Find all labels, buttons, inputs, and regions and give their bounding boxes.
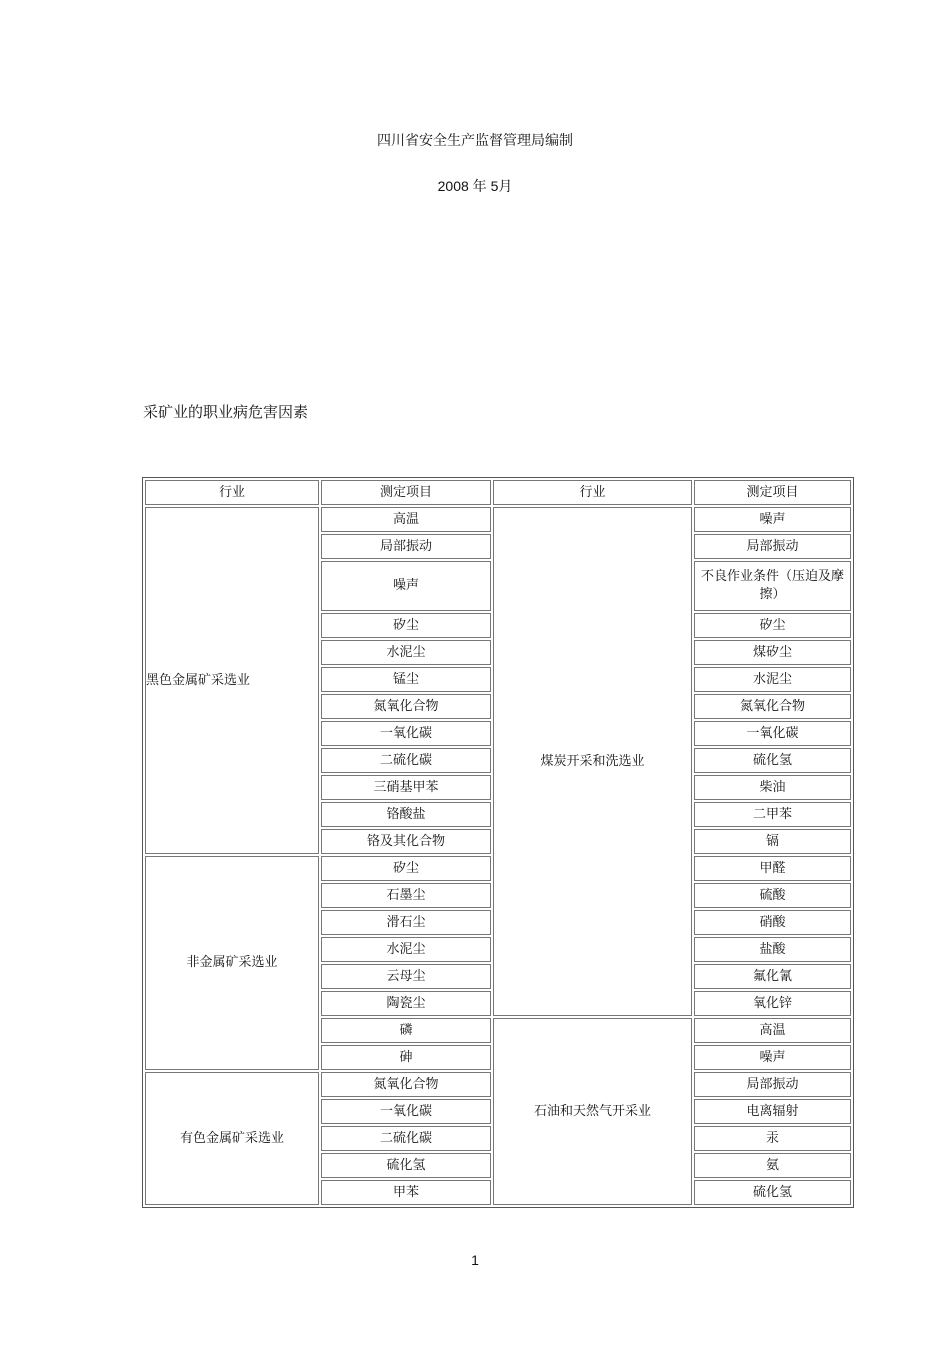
item-cell: 矽尘 bbox=[321, 856, 491, 881]
item-cell: 盐酸 bbox=[694, 937, 851, 962]
item-cell: 硫酸 bbox=[694, 883, 851, 908]
item-cell: 矽尘 bbox=[321, 613, 491, 638]
table-row bbox=[145, 507, 851, 532]
item-cell: 一氧化碳 bbox=[321, 1099, 491, 1124]
item-cell: 铬及其化合物 bbox=[321, 829, 491, 854]
item-cell: 一氧化碳 bbox=[694, 721, 851, 746]
page-number: 1 bbox=[471, 1252, 479, 1268]
item-cell: 硫化氢 bbox=[321, 1153, 491, 1178]
section-title: 采矿业的职业病危害因素 bbox=[143, 403, 309, 421]
item-cell: 氧化锌 bbox=[694, 991, 851, 1016]
item-cell: 石墨尘 bbox=[321, 883, 491, 908]
item-cell: 氮氧化合物 bbox=[321, 694, 491, 719]
date-line: 2008 年 5月 bbox=[437, 178, 513, 194]
industry-cell: 有色金属矿采选业 bbox=[145, 1072, 319, 1205]
item-cell: 锰尘 bbox=[321, 667, 491, 692]
item-cell: 氨 bbox=[694, 1153, 851, 1178]
item-cell: 局部振动 bbox=[321, 534, 491, 559]
item-cell: 高温 bbox=[321, 507, 491, 532]
item-cell: 不良作业条件（压迫及摩擦） bbox=[694, 561, 851, 611]
item-cell: 水泥尘 bbox=[321, 640, 491, 665]
industry-cell: 石油和天然气开采业 bbox=[493, 1018, 692, 1205]
item-cell: 砷 bbox=[321, 1045, 491, 1070]
item-cell: 煤矽尘 bbox=[694, 640, 851, 665]
item-cell: 二硫化碳 bbox=[321, 748, 491, 773]
item-cell: 噪声 bbox=[694, 1045, 851, 1070]
item-cell: 镉 bbox=[694, 829, 851, 854]
item-cell: 水泥尘 bbox=[694, 667, 851, 692]
item-cell: 硫化氢 bbox=[694, 748, 851, 773]
item-cell: 氮氧化合物 bbox=[321, 1072, 491, 1097]
item-cell: 三硝基甲苯 bbox=[321, 775, 491, 800]
table-header-row bbox=[145, 480, 851, 505]
item-cell: 噪声 bbox=[321, 561, 491, 611]
item-cell: 噪声 bbox=[694, 507, 851, 532]
item-cell: 甲苯 bbox=[321, 1180, 491, 1205]
item-cell: 磷 bbox=[321, 1018, 491, 1043]
item-cell: 铬酸盐 bbox=[321, 802, 491, 827]
item-cell: 云母尘 bbox=[321, 964, 491, 989]
header-cell: 测定项目 bbox=[694, 480, 851, 505]
item-cell: 矽尘 bbox=[694, 613, 851, 638]
item-cell: 高温 bbox=[694, 1018, 851, 1043]
header-cell: 测定项目 bbox=[321, 480, 491, 505]
item-cell: 甲醛 bbox=[694, 856, 851, 881]
item-cell: 二硫化碳 bbox=[321, 1126, 491, 1151]
header-cell: 行业 bbox=[493, 480, 692, 505]
item-cell: 一氧化碳 bbox=[321, 721, 491, 746]
hazard-table bbox=[142, 477, 854, 1208]
item-cell: 滑石尘 bbox=[321, 910, 491, 935]
item-cell: 电离辐射 bbox=[694, 1099, 851, 1124]
item-cell: 氟化氰 bbox=[694, 964, 851, 989]
item-cell: 氮氧化合物 bbox=[694, 694, 851, 719]
header-cell: 行业 bbox=[145, 480, 319, 505]
item-cell: 汞 bbox=[694, 1126, 851, 1151]
item-cell: 硝酸 bbox=[694, 910, 851, 935]
item-cell: 局部振动 bbox=[694, 1072, 851, 1097]
item-cell: 柴油 bbox=[694, 775, 851, 800]
item-cell: 水泥尘 bbox=[321, 937, 491, 962]
organization-line: 四川省安全生产监督管理局编制 bbox=[377, 133, 573, 149]
industry-cell: 黑色金属矿采选业 bbox=[145, 507, 319, 854]
industry-cell: 非金属矿采选业 bbox=[145, 856, 319, 1070]
item-cell: 陶瓷尘 bbox=[321, 991, 491, 1016]
item-cell: 局部振动 bbox=[694, 534, 851, 559]
item-cell: 硫化氢 bbox=[694, 1180, 851, 1205]
industry-cell: 煤炭开采和洗选业 bbox=[493, 507, 692, 1016]
item-cell: 二甲苯 bbox=[694, 802, 851, 827]
